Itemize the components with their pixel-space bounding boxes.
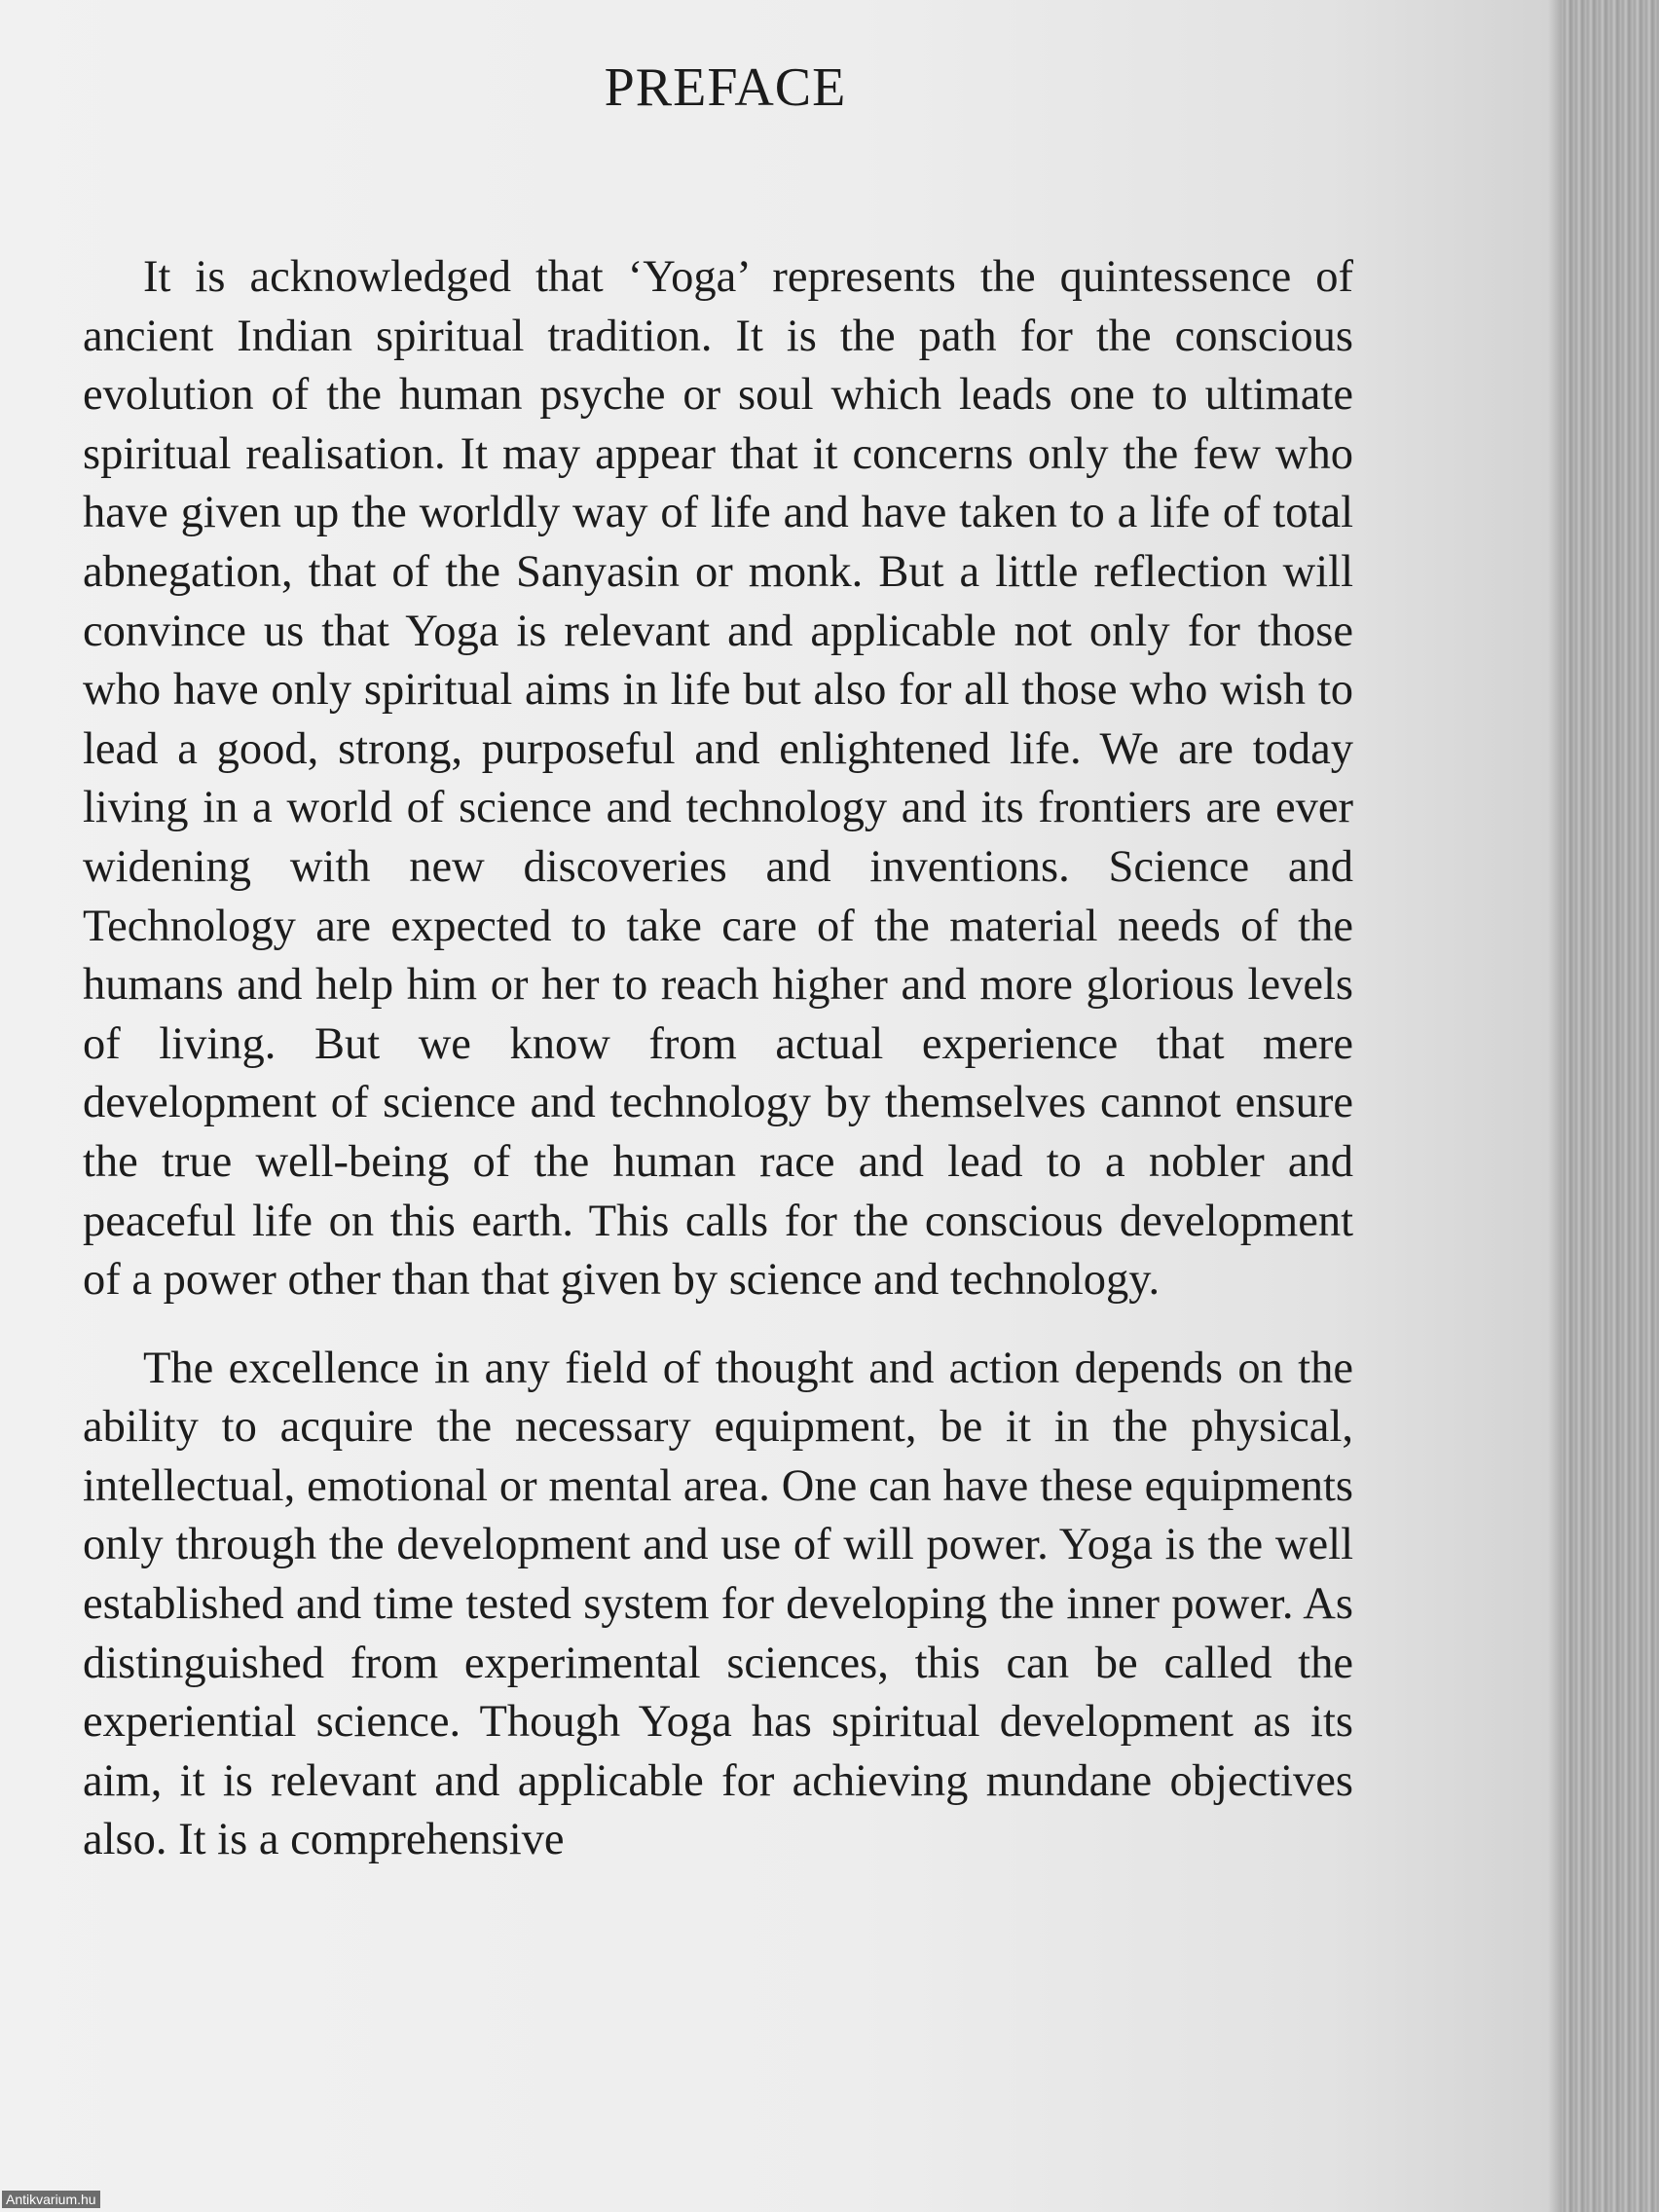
watermark-label: Antikvarium.hu bbox=[2, 2191, 100, 2208]
paragraph-2: The excellence in any field of thought and action depends on the ability to acquire the necessary equipment, be it in the physical, intellectual, emotional or mental area. One can have these equipments only through the development and use of will power. Yoga is the well established and time tested system for developing the inner power. As distinguished from experimental sciences, this can be called the experiential science. Though Yoga has spiritual development as its aim, it is relevant and applicable for achieving mundane objectives also. It is a comprehensive bbox=[83, 1343, 1353, 1865]
paragraph-1: It is acknowledged that ‘Yoga’ represents the quintessence of ancient Indian spiritual tradition. It is the path for the conscious evolution of the human psyche or soul which leads one to ultimate spiritual realisation. It may appear that it concerns only the few who have given up the worldly way of life and have taken to a life of total abnegation, that of the Sanyasin or monk. But a little reflection will convince us that Yoga is relevant and applicable not only for those who have only spiritual aims in life but also for all those who wish to lead a good, strong, purposeful and enlightened life. We are today living in a world of science and technology and its frontiers are ever widening with new discoveries and inventions. Science and Technology are expected to take care of the material needs of the humans and help him or her to reach higher and more glorious levels of living. But we know from actual experience that mere development of science and technology by themselves cannot ensure the true well-being of the human race and lead to a nobler and peaceful life on this earth. This calls for the conscious development of a power other than that given by science and technology. bbox=[83, 252, 1353, 1306]
page-gutter-shadow bbox=[1548, 0, 1562, 2212]
body-text bbox=[83, 248, 1353, 1870]
page-title: PREFACE bbox=[604, 57, 847, 118]
page-stack-edge bbox=[1562, 0, 1659, 2212]
